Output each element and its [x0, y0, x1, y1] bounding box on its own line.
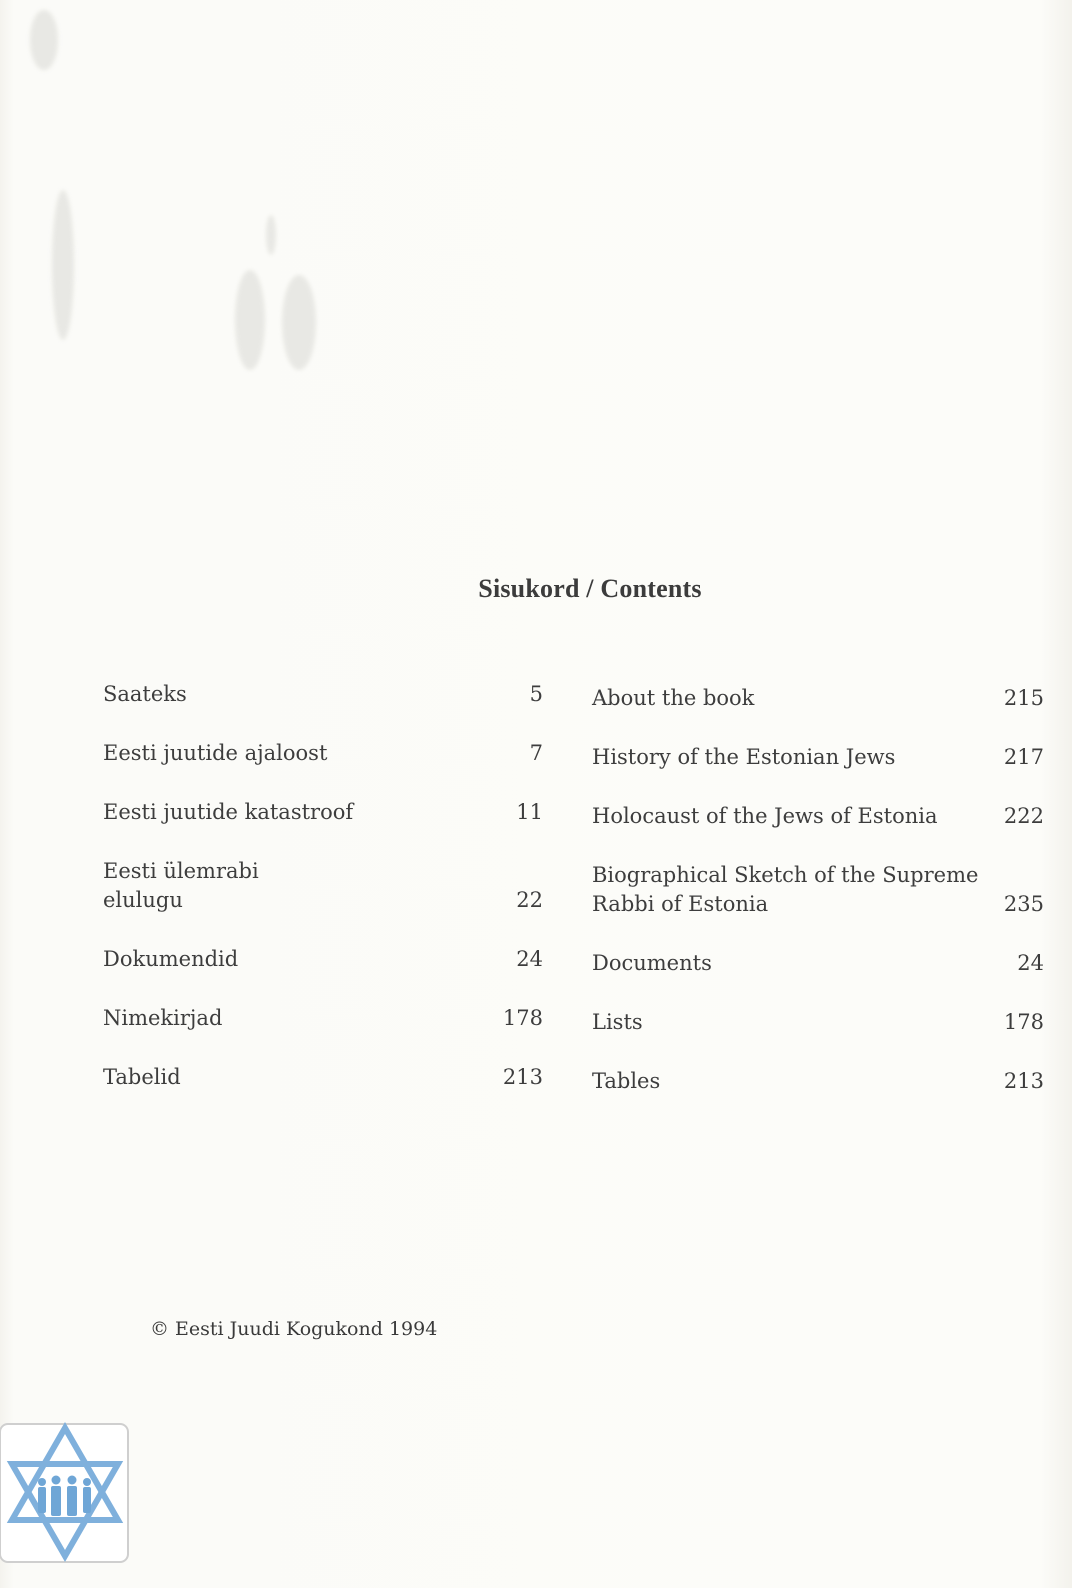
- toc-entry: [592, 949, 1044, 1008]
- toc-entry-title: History of the Estonian Jews: [592, 745, 896, 769]
- toc-entry-page-number: 178: [502, 1006, 543, 1030]
- toc-entry-page-number: 215: [1003, 686, 1044, 710]
- toc-entry-page-number: 178: [1003, 1010, 1044, 1034]
- toc-entry: [103, 857, 543, 945]
- toc-entry-page-number: 213: [502, 1065, 543, 1089]
- toc-entry-title: Dokumendid: [103, 947, 239, 971]
- toc-entry: [592, 743, 1044, 802]
- scan-smudge: [282, 275, 316, 370]
- scan-smudge: [266, 215, 276, 255]
- toc-entry-title: Eesti juutide katastroof: [103, 800, 354, 824]
- toc-entry: [592, 1067, 1044, 1126]
- contents-title: Sisukord / Contents: [478, 574, 702, 603]
- toc-entry-page-number: 7: [529, 741, 543, 765]
- toc-entry-page-number: 11: [516, 800, 543, 824]
- toc-entry-page-number: 22: [516, 888, 543, 912]
- toc-entry-title: Tables: [592, 1069, 661, 1093]
- community-logo: [0, 1422, 130, 1564]
- toc-entry: [103, 798, 543, 857]
- toc-entry: [103, 680, 543, 739]
- toc-entry-title: Saateks: [103, 682, 187, 706]
- toc-entry: [592, 684, 1044, 743]
- toc-entry-title: Nimekirjad: [103, 1006, 223, 1030]
- toc-entry: [103, 1004, 543, 1063]
- scan-smudge: [52, 190, 74, 340]
- toc-entry-page-number: 235: [1003, 892, 1044, 916]
- star-of-david-family-icon: [0, 1422, 130, 1564]
- toc-english-column: [592, 684, 1044, 1126]
- toc-entry-title: Holocaust of the Jews of Estonia: [592, 804, 938, 828]
- toc-entry-page-number: 213: [1003, 1069, 1044, 1093]
- toc-entry-title: Lists: [592, 1010, 643, 1034]
- toc-entry: [103, 1063, 543, 1122]
- toc-entry-page-number: 217: [1003, 745, 1044, 769]
- toc-entry-page-number: 5: [529, 682, 543, 706]
- toc-entry: [592, 861, 1044, 949]
- toc-entry-page-number: 222: [1003, 804, 1044, 828]
- toc-entry-page-number: 24: [516, 947, 543, 971]
- toc-entry-title: Tabelid: [103, 1065, 181, 1089]
- toc-entry-title: Documents: [592, 951, 712, 975]
- toc-entry: [103, 945, 543, 1004]
- toc-estonian-column: [103, 680, 543, 1122]
- toc-entry-title: Eesti juutide ajaloost: [103, 741, 328, 765]
- copyright-notice: © Eesti Juudi Kogukond 1994: [150, 1318, 438, 1340]
- toc-entry: [103, 739, 543, 798]
- toc-entry: [592, 1008, 1044, 1067]
- toc-entry-title: About the book: [592, 686, 755, 710]
- toc-entry-page-number: 24: [1017, 951, 1044, 975]
- scan-smudge: [30, 10, 58, 70]
- toc-entry: [592, 802, 1044, 861]
- scan-smudge: [235, 270, 265, 370]
- toc-entry-title: Eesti ülemrabi elulugu: [103, 859, 259, 912]
- toc-entry-title: Biographical Sketch of the Supreme Rabbi of Estonia: [592, 863, 979, 916]
